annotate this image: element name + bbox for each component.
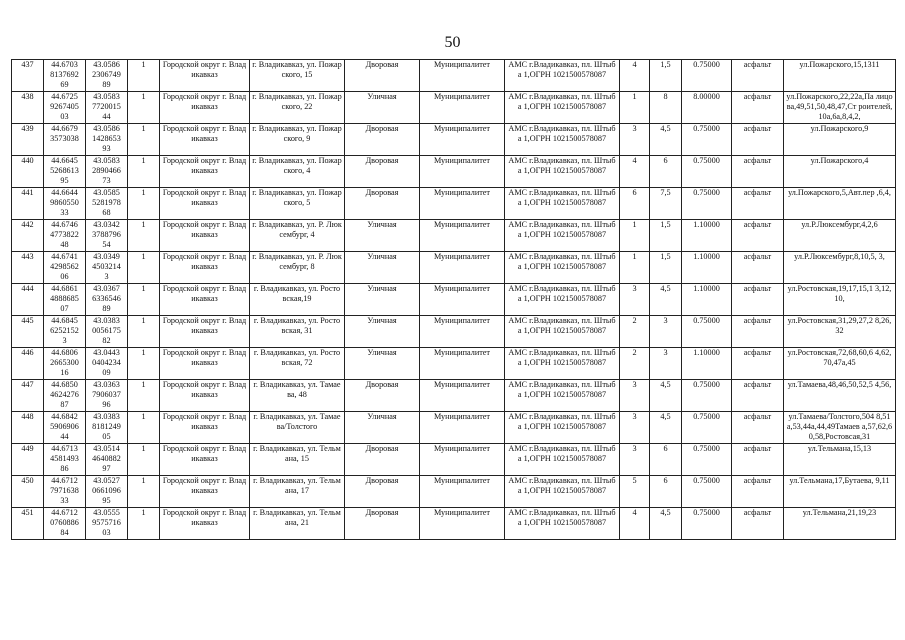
address-cell: г. Владикавказ, ул. Пожарского, 15 [250, 60, 345, 92]
owner-cell: Муниципалитет [420, 508, 505, 540]
table-row [12, 220, 896, 252]
settlement-cell: Городской округ г. Владикавказ [160, 156, 250, 188]
type-cell: Уличная [345, 252, 420, 284]
volume-cell: 1.10000 [682, 348, 732, 380]
notes-cell: ул.Ростовская,31,29,27,2 8,26,32 [784, 316, 896, 348]
address-cell: г. Владикавказ, ул. Тельмана, 17 [250, 476, 345, 508]
table-row [12, 284, 896, 316]
area-cell: 1,5 [650, 220, 682, 252]
settlement-cell: Городской округ г. Владикавказ [160, 188, 250, 220]
organization-cell: АМС г.Владикавказ, пл. Штыба 1,ОГРН 1021500578087 [505, 284, 620, 316]
row-number-cell: 450 [12, 476, 44, 508]
address-cell: г. Владикавказ, ул. Тельмана, 21 [250, 508, 345, 540]
table-row [12, 348, 896, 380]
table-row [12, 60, 896, 92]
row-number-cell: 444 [12, 284, 44, 316]
table-row [12, 412, 896, 444]
owner-cell: Муниципалитет [420, 92, 505, 124]
type-cell: Дворовая [345, 476, 420, 508]
settlement-cell: Городской округ г. Владикавказ [160, 220, 250, 252]
owner-cell: Муниципалитет [420, 284, 505, 316]
settlement-cell: Городской округ г. Владикавказ [160, 348, 250, 380]
quantity-cell: 6 [620, 188, 650, 220]
owner-cell: Муниципалитет [420, 412, 505, 444]
volume-cell: 0.75000 [682, 156, 732, 188]
address-cell: г. Владикавказ, ул. Пожарского, 22 [250, 92, 345, 124]
quantity-cell: 3 [620, 284, 650, 316]
area-cell: 8 [650, 92, 682, 124]
settlement-cell: Городской округ г. Владикавказ [160, 92, 250, 124]
organization-cell: АМС г.Владикавказ, пл. Штыба 1,ОГРН 1021500578087 [505, 444, 620, 476]
volume-cell: 0.75000 [682, 412, 732, 444]
longitude-cell: 43.0583 2890466 73 [86, 156, 128, 188]
quantity-cell: 3 [620, 380, 650, 412]
settlement-cell: Городской округ г. Владикавказ [160, 316, 250, 348]
longitude-cell: 43.0349 4503214 3 [86, 252, 128, 284]
notes-cell: ул.Ростовская,19,17,15,1 3,12,10, [784, 284, 896, 316]
table-body [12, 60, 896, 540]
surface-cell: асфальт [732, 316, 784, 348]
surface-cell: асфальт [732, 380, 784, 412]
page-number: 50 [444, 34, 461, 51]
longitude-cell: 43.0342 3788796 54 [86, 220, 128, 252]
longitude-cell: 43.0383 8181249 05 [86, 412, 128, 444]
longitude-cell: 43.0555 9575716 03 [86, 508, 128, 540]
count-cell: 1 [128, 188, 160, 220]
area-cell: 3 [650, 348, 682, 380]
address-cell: г. Владикавказ, ул. Пожарского, 9 [250, 124, 345, 156]
count-cell: 1 [128, 444, 160, 476]
quantity-cell: 3 [620, 412, 650, 444]
owner-cell: Муниципалитет [420, 156, 505, 188]
count-cell: 1 [128, 476, 160, 508]
table-row [12, 508, 896, 540]
quantity-cell: 4 [620, 60, 650, 92]
longitude-cell: 43.0586 1428653 93 [86, 124, 128, 156]
volume-cell: 1.10000 [682, 252, 732, 284]
latitude-cell: 44.6861 4888685 07 [44, 284, 86, 316]
count-cell: 1 [128, 348, 160, 380]
notes-cell: ул.Пожарского,22,22а,Па лицова,49,51,50,48,47,Ст роителей,10а,6а,8,4,2, [784, 92, 896, 124]
count-cell: 1 [128, 156, 160, 188]
organization-cell: АМС г.Владикавказ, пл. Штыба 1,ОГРН 1021500578087 [505, 316, 620, 348]
notes-cell: ул.Пожарского,15,1311 [784, 60, 896, 92]
latitude-cell: 44.6703 8137692 69 [44, 60, 86, 92]
organization-cell: АМС г.Владикавказ, пл. Штыба 1,ОГРН 1021500578087 [505, 92, 620, 124]
notes-cell: ул.Ростовская,72,68,60,6 4,62,70,47а,45 [784, 348, 896, 380]
type-cell: Уличная [345, 284, 420, 316]
address-cell: г. Владикавказ, ул. Тельмана, 15 [250, 444, 345, 476]
address-cell: г. Владикавказ, ул. Р. Люксембург, 8 [250, 252, 345, 284]
type-cell: Уличная [345, 316, 420, 348]
count-cell: 1 [128, 508, 160, 540]
volume-cell: 0.75000 [682, 60, 732, 92]
row-number-cell: 437 [12, 60, 44, 92]
row-number-cell: 445 [12, 316, 44, 348]
notes-cell: ул.Тельмана,21,19,23 [784, 508, 896, 540]
organization-cell: АМС г.Владикавказ, пл. Штыба 1,ОГРН 1021500578087 [505, 252, 620, 284]
quantity-cell: 2 [620, 348, 650, 380]
type-cell: Дворовая [345, 124, 420, 156]
owner-cell: Муниципалитет [420, 476, 505, 508]
type-cell: Уличная [345, 348, 420, 380]
owner-cell: Муниципалитет [420, 380, 505, 412]
longitude-cell: 43.0527 0661096 95 [86, 476, 128, 508]
organization-cell: АМС г.Владикавказ, пл. Штыба 1,ОГРН 1021500578087 [505, 124, 620, 156]
owner-cell: Муниципалитет [420, 60, 505, 92]
row-number-cell: 438 [12, 92, 44, 124]
surface-cell: асфальт [732, 348, 784, 380]
notes-cell: ул.Р.Люксембург,8,10,5, 3, [784, 252, 896, 284]
area-cell: 4,5 [650, 412, 682, 444]
address-cell: г. Владикавказ, ул. Пожарского, 4 [250, 156, 345, 188]
latitude-cell: 44.6712 7971638 33 [44, 476, 86, 508]
notes-cell: ул.Тельмана,15,13 [784, 444, 896, 476]
area-cell: 4,5 [650, 508, 682, 540]
type-cell: Уличная [345, 220, 420, 252]
area-cell: 1,5 [650, 60, 682, 92]
area-cell: 3 [650, 316, 682, 348]
table-row [12, 316, 896, 348]
address-cell: г. Владикавказ, ул. Р. Люксембург, 4 [250, 220, 345, 252]
quantity-cell: 1 [620, 220, 650, 252]
organization-cell: АМС г.Владикавказ, пл. Штыба 1,ОГРН 1021500578087 [505, 476, 620, 508]
settlement-cell: Городской округ г. Владикавказ [160, 252, 250, 284]
volume-cell: 0.75000 [682, 380, 732, 412]
volume-cell: 0.75000 [682, 316, 732, 348]
organization-cell: АМС г.Владикавказ, пл. Штыба 1,ОГРН 1021500578087 [505, 220, 620, 252]
surface-cell: асфальт [732, 124, 784, 156]
area-cell: 6 [650, 444, 682, 476]
count-cell: 1 [128, 60, 160, 92]
longitude-cell: 43.0583 7720015 44 [86, 92, 128, 124]
owner-cell: Муниципалитет [420, 252, 505, 284]
volume-cell: 1.10000 [682, 220, 732, 252]
address-cell: г. Владикавказ, ул. Ростовская, 72 [250, 348, 345, 380]
settlement-cell: Городской округ г. Владикавказ [160, 60, 250, 92]
organization-cell: АМС г.Владикавказ, пл. Штыба 1,ОГРН 1021500578087 [505, 380, 620, 412]
owner-cell: Муниципалитет [420, 188, 505, 220]
owner-cell: Муниципалитет [420, 316, 505, 348]
count-cell: 1 [128, 252, 160, 284]
type-cell: Дворовая [345, 444, 420, 476]
table-row [12, 156, 896, 188]
area-cell: 1,5 [650, 252, 682, 284]
count-cell: 1 [128, 124, 160, 156]
owner-cell: Муниципалитет [420, 444, 505, 476]
row-number-cell: 451 [12, 508, 44, 540]
notes-cell: ул.Р.Люксембург,4,2,6 [784, 220, 896, 252]
surface-cell: асфальт [732, 444, 784, 476]
count-cell: 1 [128, 92, 160, 124]
surface-cell: асфальт [732, 476, 784, 508]
latitude-cell: 44.6645 5268613 95 [44, 156, 86, 188]
notes-cell: ул.Тамаева/Толстого,504 8,51а,53,44а,44,49Тамаев а,57,62,60,58,Ростовсая,31 [784, 412, 896, 444]
area-cell: 6 [650, 476, 682, 508]
row-number-cell: 440 [12, 156, 44, 188]
latitude-cell: 44.6725 9267405 03 [44, 92, 86, 124]
table-row [12, 188, 896, 220]
notes-cell: ул.Тельмана,17,Бутаева, 9,11 [784, 476, 896, 508]
row-number-cell: 442 [12, 220, 44, 252]
settlement-cell: Городской округ г. Владикавказ [160, 508, 250, 540]
latitude-cell: 44.6806 2665300 16 [44, 348, 86, 380]
row-number-cell: 446 [12, 348, 44, 380]
type-cell: Уличная [345, 412, 420, 444]
owner-cell: Муниципалитет [420, 220, 505, 252]
longitude-cell: 43.0443 0404234 09 [86, 348, 128, 380]
surface-cell: асфальт [732, 508, 784, 540]
quantity-cell: 1 [620, 252, 650, 284]
volume-cell: 1.10000 [682, 284, 732, 316]
surface-cell: асфальт [732, 220, 784, 252]
latitude-cell: 44.6746 4773822 48 [44, 220, 86, 252]
organization-cell: АМС г.Владикавказ, пл. Штыба 1,ОГРН 1021500578087 [505, 188, 620, 220]
owner-cell: Муниципалитет [420, 124, 505, 156]
count-cell: 1 [128, 284, 160, 316]
quantity-cell: 3 [620, 124, 650, 156]
address-cell: г. Владикавказ, ул. Ростовская,19 [250, 284, 345, 316]
type-cell: Дворовая [345, 380, 420, 412]
table-row [12, 476, 896, 508]
type-cell: Дворовая [345, 188, 420, 220]
table-row [12, 92, 896, 124]
address-cell: г. Владикавказ, ул. Пожарского, 5 [250, 188, 345, 220]
organization-cell: АМС г.Владикавказ, пл. Штыба 1,ОГРН 1021500578087 [505, 156, 620, 188]
longitude-cell: 43.0383 0056175 82 [86, 316, 128, 348]
area-cell: 4,5 [650, 380, 682, 412]
table-row [12, 124, 896, 156]
surface-cell: асфальт [732, 92, 784, 124]
settlement-cell: Городской округ г. Владикавказ [160, 476, 250, 508]
notes-cell: ул.Пожарского,9 [784, 124, 896, 156]
type-cell: Дворовая [345, 60, 420, 92]
count-cell: 1 [128, 380, 160, 412]
type-cell: Дворовая [345, 156, 420, 188]
quantity-cell: 5 [620, 476, 650, 508]
volume-cell: 0.75000 [682, 124, 732, 156]
count-cell: 1 [128, 412, 160, 444]
longitude-cell: 43.0586 2306749 89 [86, 60, 128, 92]
latitude-cell: 44.6850 4624276 87 [44, 380, 86, 412]
address-cell: г. Владикавказ, ул. Тамаева, 48 [250, 380, 345, 412]
owner-cell: Муниципалитет [420, 348, 505, 380]
organization-cell: АМС г.Владикавказ, пл. Штыба 1,ОГРН 1021500578087 [505, 348, 620, 380]
volume-cell: 0.75000 [682, 188, 732, 220]
surface-cell: асфальт [732, 252, 784, 284]
volume-cell: 8.00000 [682, 92, 732, 124]
area-cell: 7,5 [650, 188, 682, 220]
notes-cell: ул.Тамаева,48,46,50,52,5 4,56, [784, 380, 896, 412]
latitude-cell: 44.6644 9860550 33 [44, 188, 86, 220]
longitude-cell: 43.0585 5281978 68 [86, 188, 128, 220]
volume-cell: 0.75000 [682, 444, 732, 476]
row-number-cell: 439 [12, 124, 44, 156]
surface-cell: асфальт [732, 156, 784, 188]
quantity-cell: 3 [620, 444, 650, 476]
count-cell: 1 [128, 220, 160, 252]
organization-cell: АМС г.Владикавказ, пл. Штыба 1,ОГРН 1021500578087 [505, 508, 620, 540]
volume-cell: 0.75000 [682, 476, 732, 508]
settlement-cell: Городской округ г. Владикавказ [160, 284, 250, 316]
latitude-cell: 44.6842 5906906 44 [44, 412, 86, 444]
row-number-cell: 449 [12, 444, 44, 476]
volume-cell: 0.75000 [682, 508, 732, 540]
latitude-cell: 44.6741 4298562 06 [44, 252, 86, 284]
surface-cell: асфальт [732, 60, 784, 92]
settlement-cell: Городской округ г. Владикавказ [160, 444, 250, 476]
address-cell: г. Владикавказ, ул. Ростовская, 31 [250, 316, 345, 348]
area-cell: 4,5 [650, 284, 682, 316]
surface-cell: асфальт [732, 284, 784, 316]
area-cell: 4,5 [650, 124, 682, 156]
longitude-cell: 43.0514 4640882 97 [86, 444, 128, 476]
longitude-cell: 43.0367 6336546 89 [86, 284, 128, 316]
surface-cell: асфальт [732, 188, 784, 220]
quantity-cell: 4 [620, 156, 650, 188]
organization-cell: АМС г.Владикавказ, пл. Штыба 1,ОГРН 1021500578087 [505, 60, 620, 92]
row-number-cell: 447 [12, 380, 44, 412]
latitude-cell: 44.6845 6252152 3 [44, 316, 86, 348]
row-number-cell: 441 [12, 188, 44, 220]
settlement-cell: Городской округ г. Владикавказ [160, 412, 250, 444]
table-row [12, 252, 896, 284]
organization-cell: АМС г.Владикавказ, пл. Штыба 1,ОГРН 1021500578087 [505, 412, 620, 444]
quantity-cell: 2 [620, 316, 650, 348]
table-row [12, 380, 896, 412]
registry-table [11, 59, 896, 540]
row-number-cell: 443 [12, 252, 44, 284]
address-cell: г. Владикавказ, ул. Тамаева/Толстого [250, 412, 345, 444]
quantity-cell: 1 [620, 92, 650, 124]
quantity-cell: 4 [620, 508, 650, 540]
type-cell: Уличная [345, 92, 420, 124]
count-cell: 1 [128, 316, 160, 348]
latitude-cell: 44.6712 0760886 84 [44, 508, 86, 540]
row-number-cell: 448 [12, 412, 44, 444]
table-row [12, 444, 896, 476]
surface-cell: асфальт [732, 412, 784, 444]
settlement-cell: Городской округ г. Владикавказ [160, 124, 250, 156]
settlement-cell: Городской округ г. Владикавказ [160, 380, 250, 412]
notes-cell: ул.Пожарского,5,Авт.пер ,6,4, [784, 188, 896, 220]
longitude-cell: 43.0363 7906037 96 [86, 380, 128, 412]
latitude-cell: 44.6679 3573038 [44, 124, 86, 156]
area-cell: 6 [650, 156, 682, 188]
type-cell: Дворовая [345, 508, 420, 540]
notes-cell: ул.Пожарского,4 [784, 156, 896, 188]
latitude-cell: 44.6713 4581493 86 [44, 444, 86, 476]
